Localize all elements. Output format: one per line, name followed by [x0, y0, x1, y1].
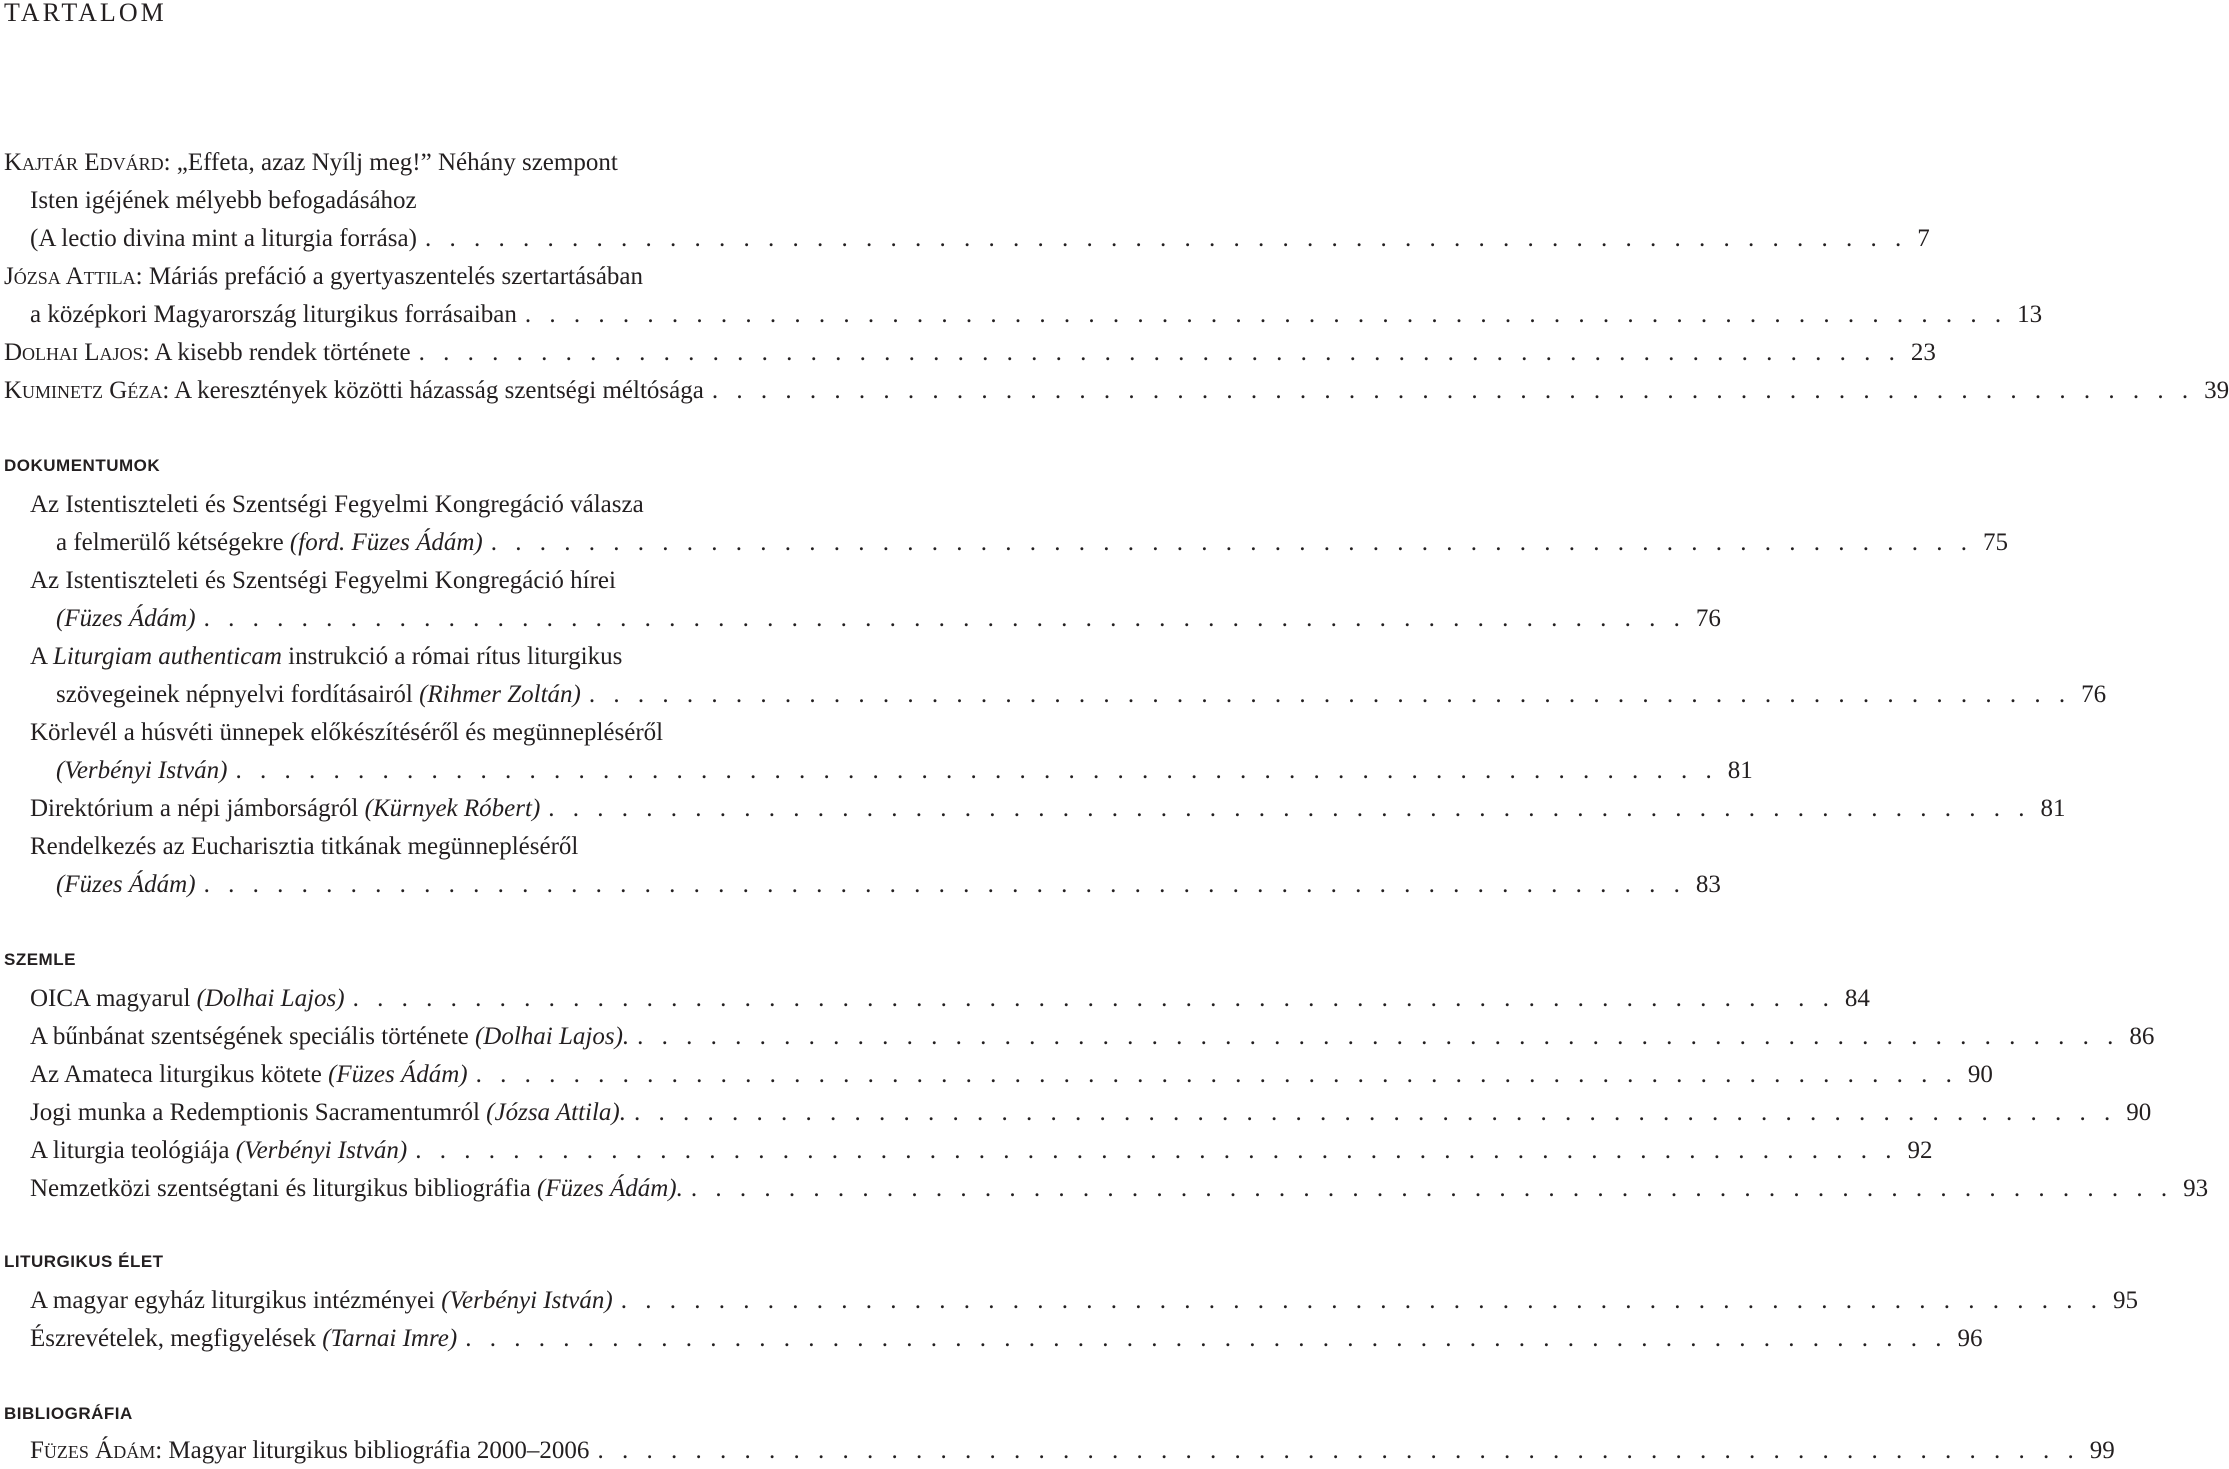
toc-entry-line — [0, 870, 1721, 900]
entry-credit: (Füzes Ádám). — [537, 1175, 683, 1202]
toc-line: Az Istentiszteleti és Szentségi Fegyelmi Kongregáció hírei — [30, 567, 616, 594]
toc-article-kuminetz — [0, 376, 2229, 406]
dot-leader: . . . . . . . . . . . . . . . . . . . . . . . . . . . . . . . . . . . . . . . . . . . . . . . . . . . . . . . . . . . . . — [203, 605, 1686, 632]
dot-leader: . . . . . . . . . . . . . . . . . . . . . . . . . . . . . . . . . . . . . . . . . . . . . . . . . . . . . . . . . . . . . — [352, 985, 1835, 1012]
toc-line: Körlevél a húsvéti ünnepek előkészítéséről és megünnepléséről — [30, 719, 664, 746]
entry-text: a felmerülő kétségekre — [56, 529, 284, 556]
toc-article-dolhai — [0, 338, 1936, 368]
entry-text: A liturgia teológiája — [30, 1137, 230, 1164]
section-heading-liturgikus-elet: LITURGIKUS ÉLET — [4, 1252, 164, 1271]
toc-line — [30, 642, 622, 672]
entry-credit: (Füzes Ádám) — [328, 1061, 468, 1088]
entry-text-italic: Liturgiam authenticam — [52, 643, 282, 670]
article-author: Dolhai Lajos: — [4, 339, 150, 366]
entry-credit: (Dolhai Lajos) — [196, 985, 345, 1012]
page-number: 92 — [1907, 1137, 1933, 1164]
page-number: 90 — [2126, 1099, 2152, 1126]
section-heading-bibliografia: BIBLIOGRÁFIA — [4, 1404, 133, 1423]
dot-leader: . . . . . . . . . . . . . . . . . . . . . . . . . . . . . . . . . . . . . . . . . . . . . . . . . . . . . . . . . . . . . — [588, 681, 2072, 708]
entry-text: Nemzetközi szentségtani és liturgikus bibliográfia — [30, 1175, 531, 1202]
entry-credit: (Verbényi István) — [441, 1287, 613, 1314]
dot-leader: . . . . . . . . . . . . . . . . . . . . . . . . . . . . . . . . . . . . . . . . . . . . . . . . . . . . . . . . . . . . . — [490, 529, 1973, 556]
page-number: 13 — [2017, 301, 2043, 328]
page-number: 83 — [1695, 871, 1721, 898]
article-title-line: a középkori Magyarország liturgikus forrásaiban — [30, 301, 517, 328]
dot-leader: . . . . . . . . . . . . . . . . . . . . . . . . . . . . . . . . . . . . . . . . . . . . . . . . . . . . . . . . . . . . . — [620, 1287, 2103, 1314]
page-number: 84 — [1844, 985, 1870, 1012]
entry-text: A magyar egyház liturgikus intézményei — [30, 1287, 435, 1314]
article-title-line: Máriás prefáció a gyertyaszentelés szertartásában — [148, 263, 644, 290]
article-title-line: (A lectio divina mint a liturgia forrása) — [30, 225, 417, 252]
entry-credit: (Rihmer Zoltán) — [419, 681, 581, 708]
article-title-line: „Effeta, azaz Nyílj meg!” Néhány szempont — [176, 149, 618, 176]
entry-title — [30, 1098, 626, 1128]
toc-line: Rendelkezés az Eucharisztia titkának megünnepléséről — [30, 833, 579, 860]
page-title: TARTALOM — [4, 0, 167, 27]
entry-title — [56, 680, 581, 710]
dot-leader: . . . . . . . . . . . . . . . . . . . . . . . . . . . . . . . . . . . . . . . . . . . . . . . . . . . . . . . . . . . . . — [475, 1061, 1958, 1088]
toc-entry-line — [0, 604, 1721, 634]
article-author: Kajtár Edvárd: — [4, 149, 171, 176]
dot-leader: . . . . . . . . . . . . . . . . . . . . . . . . . . . . . . . . . . . . . . . . . . . . . . . . . . . . . . . . . . . . . — [524, 301, 2008, 328]
toc-entry-line — [0, 1174, 2209, 1204]
entry-credit: (Kürnyek Róbert) — [364, 795, 541, 822]
dot-leader: . . . . . . . . . . . . . . . . . . . . . . . . . . . . . . . . . . . . . . . . . . . . . . . . . . . . . . . . . . . . . — [424, 225, 1908, 252]
toc-line: Az Istentiszteleti és Szentségi Fegyelmi Kongregáció válasza — [30, 491, 644, 518]
article-title-line — [4, 376, 704, 406]
entry-title — [30, 1060, 468, 1090]
entry-text: instrukció a római rítus liturgikus — [281, 643, 623, 670]
entry-text: Magyar liturgikus bibliográfia 2000–2006 — [168, 1437, 590, 1464]
article-author: Kuminetz Géza: — [4, 377, 170, 404]
dot-leader: . . . . . . . . . . . . . . . . . . . . . . . . . . . . . . . . . . . . . . . . . . . . . . . . . . . . . . . . . . . . . — [415, 1137, 1898, 1164]
entry-text: OICA magyarul — [30, 985, 191, 1012]
entry-credit: (Tarnai Imre) — [322, 1325, 458, 1352]
entry-credit: (Józsa Attila). — [486, 1099, 626, 1126]
entry-text: Az Amateca liturgikus kötete — [30, 1061, 322, 1088]
page-number: 99 — [2089, 1437, 2115, 1464]
page-number: 76 — [2081, 681, 2107, 708]
entry-text: A — [30, 643, 53, 670]
entry-title — [30, 1286, 613, 1316]
toc-entry-line — [0, 1022, 2155, 1052]
entry-title — [30, 1022, 629, 1052]
entry-credit: (Füzes Ádám) — [56, 871, 196, 898]
article-title: A kisebb rendek története — [154, 339, 411, 366]
entry-title — [30, 794, 540, 824]
entry-credit: (Füzes Ádám) — [56, 605, 196, 632]
entry-text: Jogi munka a Redemptionis Sacramentumról — [30, 1099, 480, 1126]
entry-credit: (Dolhai Lajos). — [474, 1023, 630, 1050]
dot-leader: . . . . . . . . . . . . . . . . . . . . . . . . . . . . . . . . . . . . . . . . . . . . . . . . . . . . . . . . . . . . . — [597, 1437, 2080, 1464]
dot-leader: . . . . . . . . . . . . . . . . . . . . . . . . . . . . . . . . . . . . . . . . . . . . . . . . . . . . . . . . . . . . . — [690, 1175, 2174, 1202]
section-heading-szemle: SZEMLE — [4, 950, 76, 969]
page-number: 96 — [1957, 1325, 1983, 1352]
entry-title — [30, 1136, 407, 1166]
page-number: 81 — [2040, 795, 2066, 822]
entry-text: A bűnbánat szentségének speciális története — [30, 1023, 469, 1050]
dot-leader: . . . . . . . . . . . . . . . . . . . . . . . . . . . . . . . . . . . . . . . . . . . . . . . . . . . . . . . . . . . . . — [203, 871, 1686, 898]
page-number: 95 — [2112, 1287, 2138, 1314]
dot-leader: . . . . . . . . . . . . . . . . . . . . . . . . . . . . . . . . . . . . . . . . . . . . . . . . . . . . . . . . . . . . . — [418, 339, 1901, 366]
toc-line — [4, 262, 643, 292]
article-author: Füzes Ádám: — [30, 1437, 163, 1464]
toc-entry-line — [0, 984, 1870, 1014]
entry-text: Direktórium a népi jámborságról — [30, 795, 359, 822]
article-title-line — [4, 338, 411, 368]
entry-credit: (Verbényi István) — [235, 1137, 408, 1164]
page-number: 7 — [1917, 225, 1930, 252]
entry-text: Észrevételek, megfigyelések — [30, 1325, 316, 1352]
toc-entry-line — [0, 224, 1930, 254]
entry-title — [30, 984, 345, 1014]
toc-entry-line — [0, 794, 2066, 824]
page-number: 90 — [1967, 1061, 1993, 1088]
dot-leader: . . . . . . . . . . . . . . . . . . . . . . . . . . . . . . . . . . . . . . . . . . . . . . . . . . . . . . . . . . . . . — [633, 1099, 2117, 1126]
dot-leader: . . . . . . . . . . . . . . . . . . . . . . . . . . . . . . . . . . . . . . . . . . . . . . . . . . . . . . . . . . . . . — [548, 795, 2031, 822]
toc-entry-line — [0, 1060, 1993, 1090]
entry-credit: (Verbényi István) — [56, 757, 228, 784]
toc-entry-line — [0, 1286, 2138, 1316]
article-title-line: Isten igéjének mélyebb befogadásához — [30, 187, 417, 214]
page-number: 75 — [1982, 529, 2008, 556]
dot-leader: . . . . . . . . . . . . . . . . . . . . . . . . . . . . . . . . . . . . . . . . . . . . . . . . . . . . . . . . . . . . . — [235, 757, 1718, 784]
toc-entry-line — [0, 528, 2008, 558]
toc-entry-line — [0, 680, 2107, 710]
article-author: Józsa Attila: — [4, 263, 143, 290]
page-number: 93 — [2183, 1175, 2209, 1202]
section-heading-dokumentumok: DOKUMENTUMOK — [4, 456, 161, 475]
page-number: 23 — [1910, 339, 1936, 366]
toc-entry-line — [0, 756, 1753, 786]
page-number: 81 — [1727, 757, 1753, 784]
entry-title — [30, 1174, 683, 1204]
entry-credit: (ford. Füzes Ádám) — [289, 529, 483, 556]
toc-entry-line — [0, 1136, 1933, 1166]
dot-leader: . . . . . . . . . . . . . . . . . . . . . . . . . . . . . . . . . . . . . . . . . . . . . . . . . . . . . . . . . . . . . — [637, 1023, 2120, 1050]
page-number: 86 — [2129, 1023, 2155, 1050]
dot-leader: . . . . . . . . . . . . . . . . . . . . . . . . . . . . . . . . . . . . . . . . . . . . . . . . . . . . . . . . . . . . . — [711, 377, 2195, 404]
article-title: A keresztények közötti házasság szentségi méltósága — [174, 377, 704, 404]
toc-line — [4, 148, 618, 178]
toc-entry-line — [0, 300, 2043, 330]
entry-text: szövegeinek népnyelvi fordításairól — [56, 681, 413, 708]
toc-entry-line — [0, 1436, 2115, 1466]
dot-leader: . . . . . . . . . . . . . . . . . . . . . . . . . . . . . . . . . . . . . . . . . . . . . . . . . . . . . . . . . . . . . — [465, 1325, 1948, 1352]
toc-entry-line — [0, 1324, 1983, 1354]
toc-entry-line — [0, 1098, 2152, 1128]
entry-title — [56, 528, 483, 558]
entry-title — [30, 1436, 589, 1466]
page-number: 76 — [1695, 605, 1721, 632]
entry-title — [30, 1324, 457, 1354]
page-number: 39 — [2204, 377, 2229, 404]
